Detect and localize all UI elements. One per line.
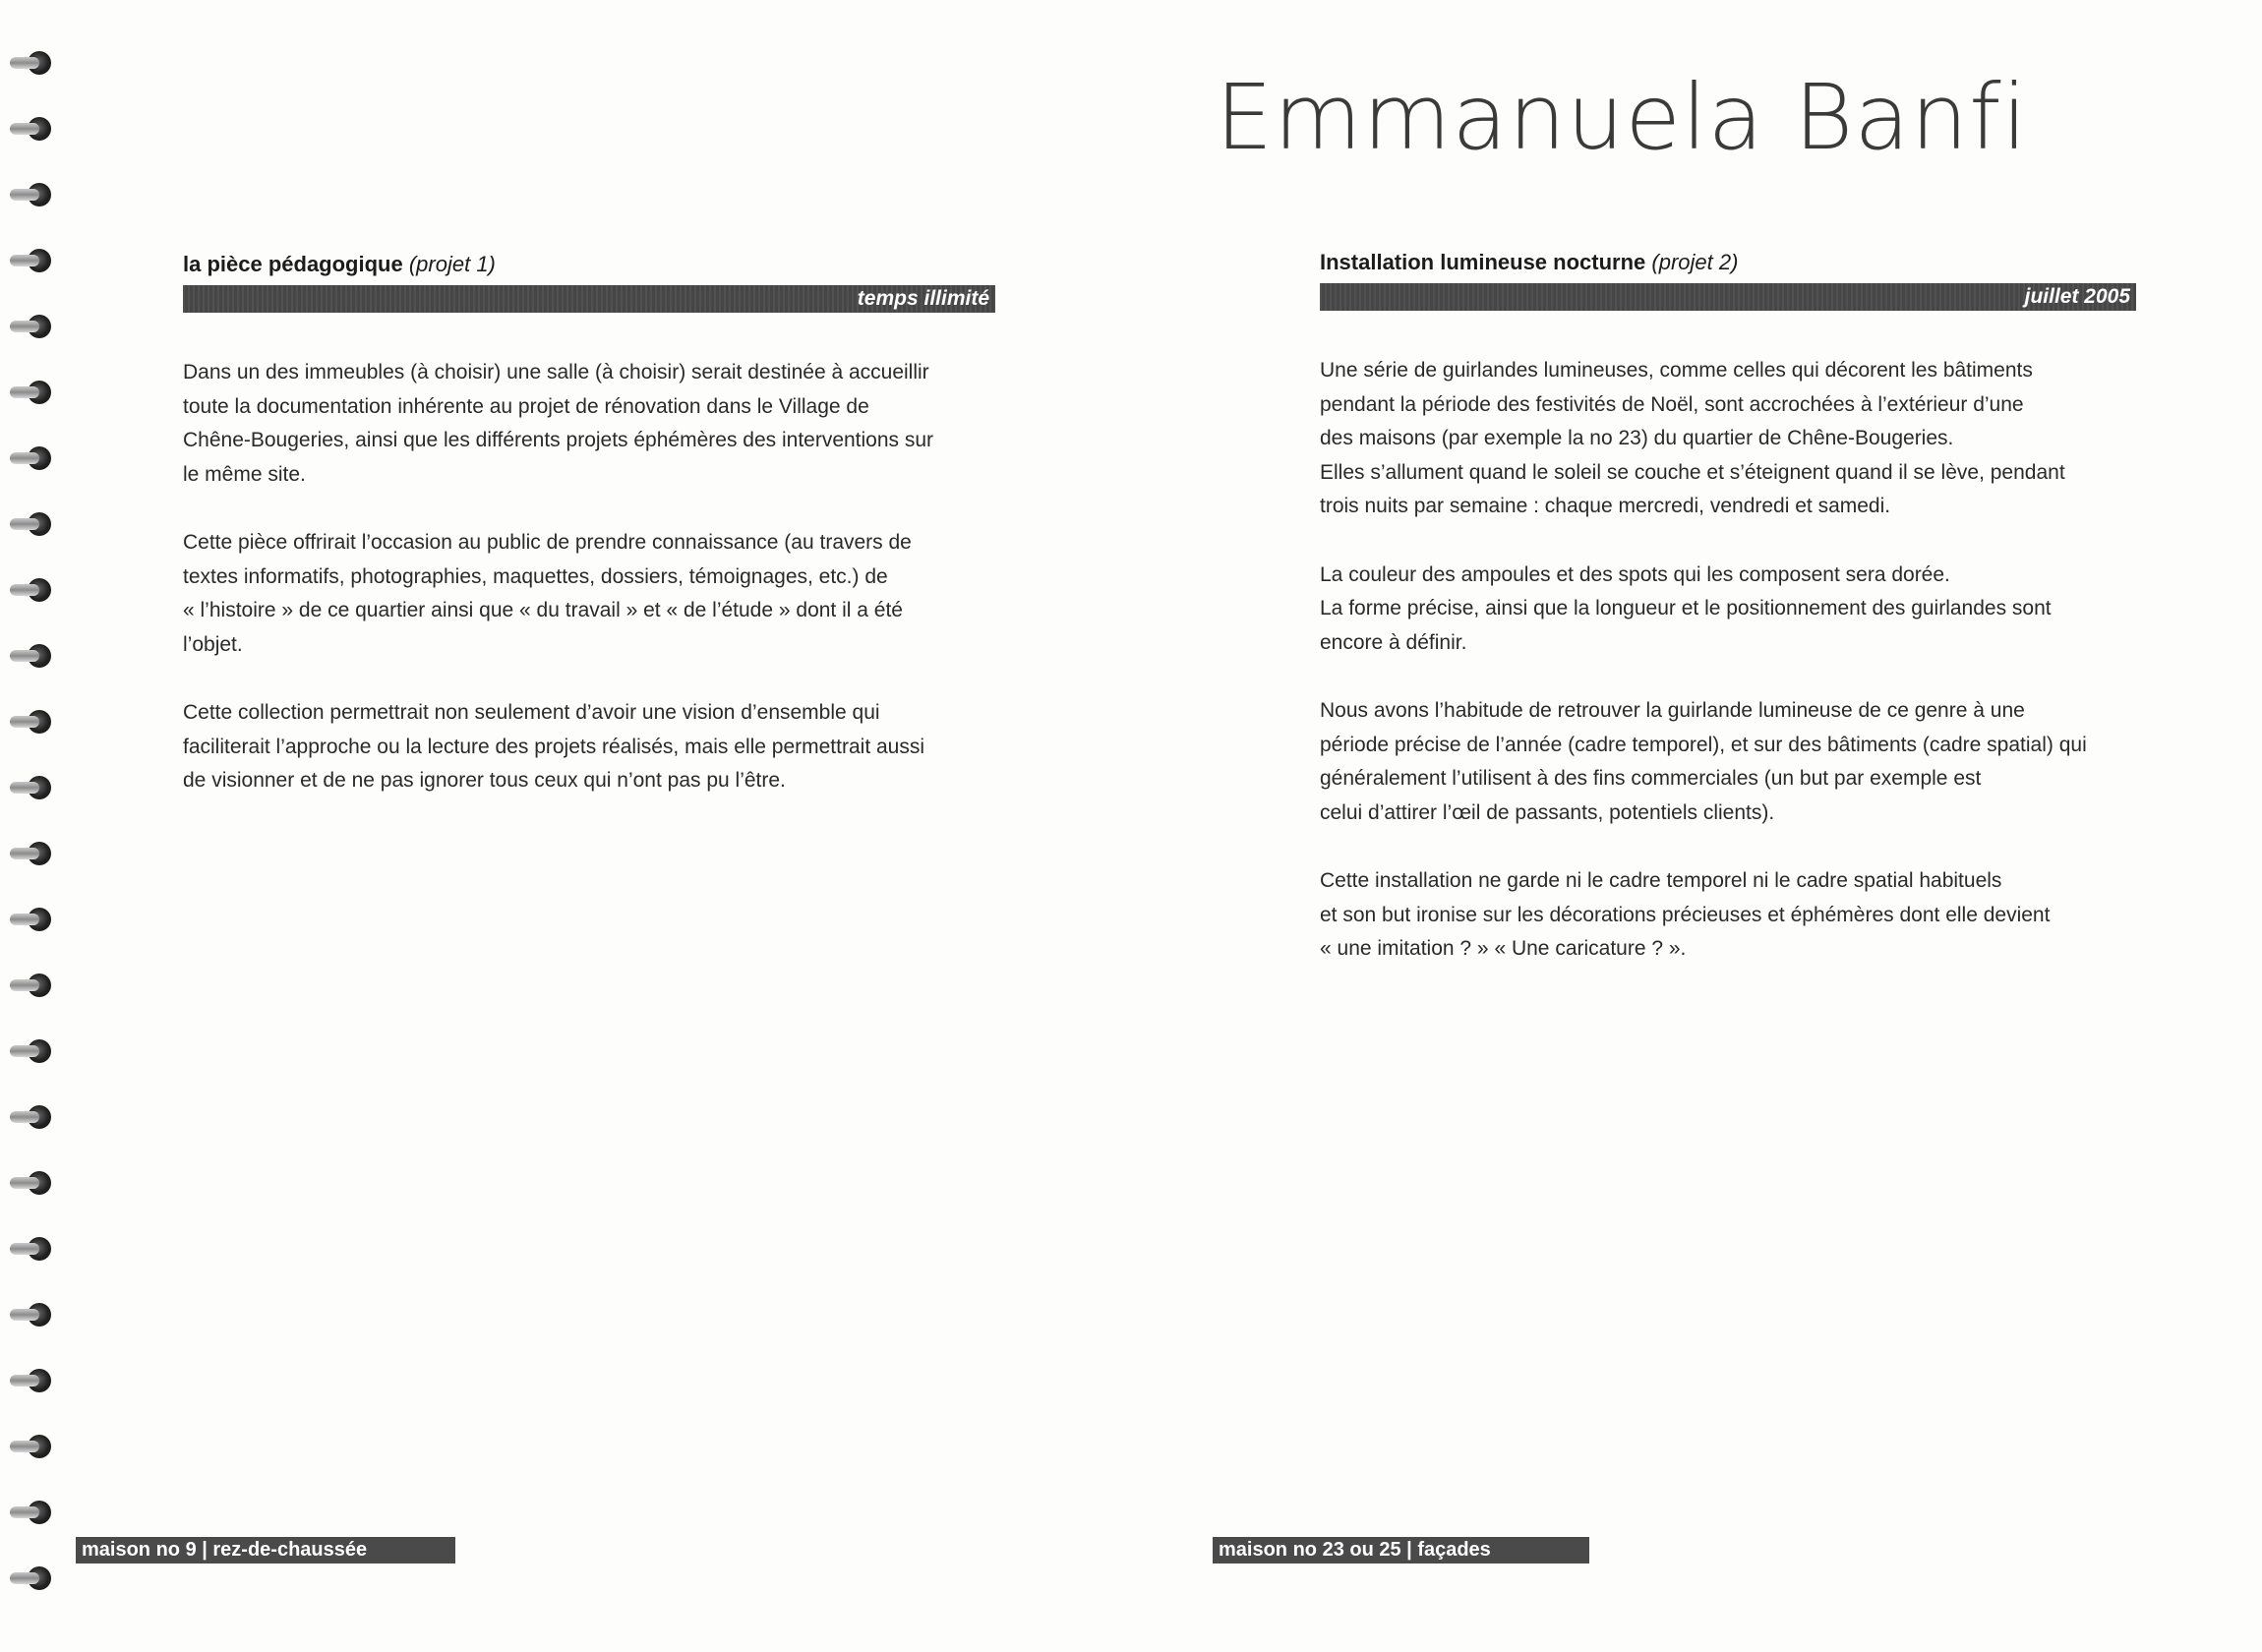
binding-ring xyxy=(10,47,53,81)
binding-ring xyxy=(10,245,53,278)
binding-wire xyxy=(10,321,39,332)
binding-ring xyxy=(10,970,53,1003)
project-2-date-tag: juillet 2005 xyxy=(2024,285,2130,308)
paragraph xyxy=(183,696,995,798)
binding-ring xyxy=(10,311,53,344)
text-line: le même site. xyxy=(183,462,306,486)
binding-wire xyxy=(10,57,39,69)
project-2-body xyxy=(1320,354,2136,967)
project-2-section xyxy=(1320,250,2136,1001)
binding-ring xyxy=(10,1497,53,1530)
text-line: Une série de guirlandes lumineuses, comme celles qui décorent les bâtiments xyxy=(1320,359,2033,382)
binding-wire xyxy=(10,386,39,398)
binding-wire xyxy=(10,650,39,662)
binding-ring xyxy=(10,113,53,147)
paragraph xyxy=(1320,559,2136,661)
binding-ring xyxy=(10,377,53,410)
paragraph xyxy=(1320,354,2136,524)
text-line: période précise de l’année (cadre temporel), et sur des bâtiments (cadre spatial) qui xyxy=(1320,733,2087,756)
binding-ring xyxy=(10,640,53,674)
binding-wire xyxy=(10,1309,39,1321)
binding-ring xyxy=(10,1167,53,1201)
binding-ring xyxy=(10,1035,53,1069)
binding-ring xyxy=(10,179,53,212)
project-1-title-sub: (projet 1) xyxy=(408,252,496,276)
text-line: l’objet. xyxy=(183,632,243,656)
text-line: textes informatifs, photographies, maquettes, dossiers, témoignages, etc.) de xyxy=(183,564,888,588)
text-line: généralement l’utilisent à des fins commerciales (un but par exemple est xyxy=(1320,767,1982,790)
binding-wire xyxy=(10,518,39,530)
author-name: Emmanuela Banfi xyxy=(1216,65,2029,170)
text-line: Cette installation ne garde ni le cadre temporel ni le cadre spatial habituels xyxy=(1320,869,2002,892)
binding-wire xyxy=(10,782,39,794)
binding-wire xyxy=(10,1441,39,1452)
binding-ring xyxy=(10,442,53,476)
binding-ring xyxy=(10,1101,53,1135)
paragraph xyxy=(1320,864,2136,967)
text-line: Cette collection permettrait non seulement d’avoir une vision d’ensemble qui xyxy=(183,701,880,724)
project-1-header-bar xyxy=(183,285,995,313)
text-line: de visionner et de ne pas ignorer tous ceux qui n’ont pas pu l’être. xyxy=(183,769,786,792)
footer-location-left: maison no 9 | rez-de-chaussée xyxy=(76,1537,455,1564)
text-line: « l’histoire » de ce quartier ainsi que « du travail » et « de l’étude » dont il a été xyxy=(183,599,903,621)
binding-wire xyxy=(10,1572,39,1584)
binding-wire xyxy=(10,979,39,991)
project-1-title-main: la pièce pédagogique xyxy=(183,252,403,276)
binding-ring xyxy=(10,838,53,871)
text-line: La couleur des ampoules et des spots qui les composent sera dorée. xyxy=(1320,562,1950,586)
binding-wire xyxy=(10,584,39,596)
text-line: des maisons (par exemple la no 23) du quartier de Chêne-Bougeries. xyxy=(1320,427,1954,449)
text-line: celui d’attirer l’œil de passants, potentiels clients). xyxy=(1320,800,1775,824)
binding-ring xyxy=(10,574,53,608)
binding-wire xyxy=(10,1506,39,1518)
project-1-section xyxy=(183,252,995,833)
project-2-title-main: Installation lumineuse nocturne xyxy=(1320,250,1646,274)
paragraph xyxy=(1320,694,2136,830)
binding-ring xyxy=(10,1365,53,1398)
text-line: Cette pièce offrirait l’occasion au public de prendre connaissance (au travers de xyxy=(183,531,912,554)
binding-wire xyxy=(10,716,39,728)
binding-ring xyxy=(10,1563,53,1596)
binding-ring xyxy=(10,706,53,739)
binding-wire xyxy=(10,914,39,925)
binding-ring xyxy=(10,904,53,937)
text-line: Elles s’allument quand le soleil se couche et s’éteignent quand il se lève, pendant xyxy=(1320,460,2065,484)
binding-ring xyxy=(10,508,53,542)
binding-wire xyxy=(10,1111,39,1123)
project-2-title xyxy=(1320,250,2136,275)
text-line: La forme précise, ainsi que la longueur et le positionnement des guirlandes sont xyxy=(1320,597,2052,620)
binding-ring xyxy=(10,1233,53,1267)
paragraph xyxy=(183,356,995,492)
project-1-body xyxy=(183,356,995,798)
project-1-duration-tag: temps illimité xyxy=(857,287,989,310)
text-line: pendant la période des festivités de Noël, sont accrochées à l’extérieur d’une xyxy=(1320,392,2024,416)
binding-wire xyxy=(10,1045,39,1057)
text-line: Chêne-Bougeries, ainsi que les différents projets éphémères des interventions sur xyxy=(183,429,934,451)
binding-wire xyxy=(10,452,39,464)
project-2-header-bar xyxy=(1320,283,2136,311)
binding-wire xyxy=(10,1243,39,1255)
text-line: et son but ironise sur les décorations précieuses et éphémères dont elle devient xyxy=(1320,903,2051,926)
binding-wire xyxy=(10,255,39,266)
text-line: Dans un des immeubles (à choisir) une salle (à choisir) serait destinée à accueillir xyxy=(183,361,929,384)
spiral-binding xyxy=(10,69,59,1603)
footer-location-right: maison no 23 ou 25 | façades xyxy=(1213,1537,1589,1564)
text-line: toute la documentation inhérente au projet de rénovation dans le Village de xyxy=(183,394,869,418)
binding-ring xyxy=(10,1431,53,1464)
text-line: encore à définir. xyxy=(1320,630,1467,654)
binding-ring xyxy=(10,772,53,805)
project-1-title xyxy=(183,252,995,277)
binding-wire xyxy=(10,189,39,201)
project-2-title-sub: (projet 2) xyxy=(1651,250,1739,274)
binding-wire xyxy=(10,123,39,135)
binding-ring xyxy=(10,1299,53,1332)
text-line: Nous avons l’habitude de retrouver la guirlande lumineuse de ce genre à une xyxy=(1320,699,2025,722)
binding-wire xyxy=(10,1177,39,1189)
text-line: faciliterait l’approche ou la lecture des projets réalisés, mais elle permettrait aussi xyxy=(183,735,925,758)
text-line: trois nuits par semaine : chaque mercredi, vendredi et samedi. xyxy=(1320,495,1891,517)
text-line: « une imitation ? » « Une caricature ? ». xyxy=(1320,937,1687,960)
paragraph xyxy=(183,526,995,662)
binding-wire xyxy=(10,1375,39,1386)
binding-wire xyxy=(10,848,39,859)
